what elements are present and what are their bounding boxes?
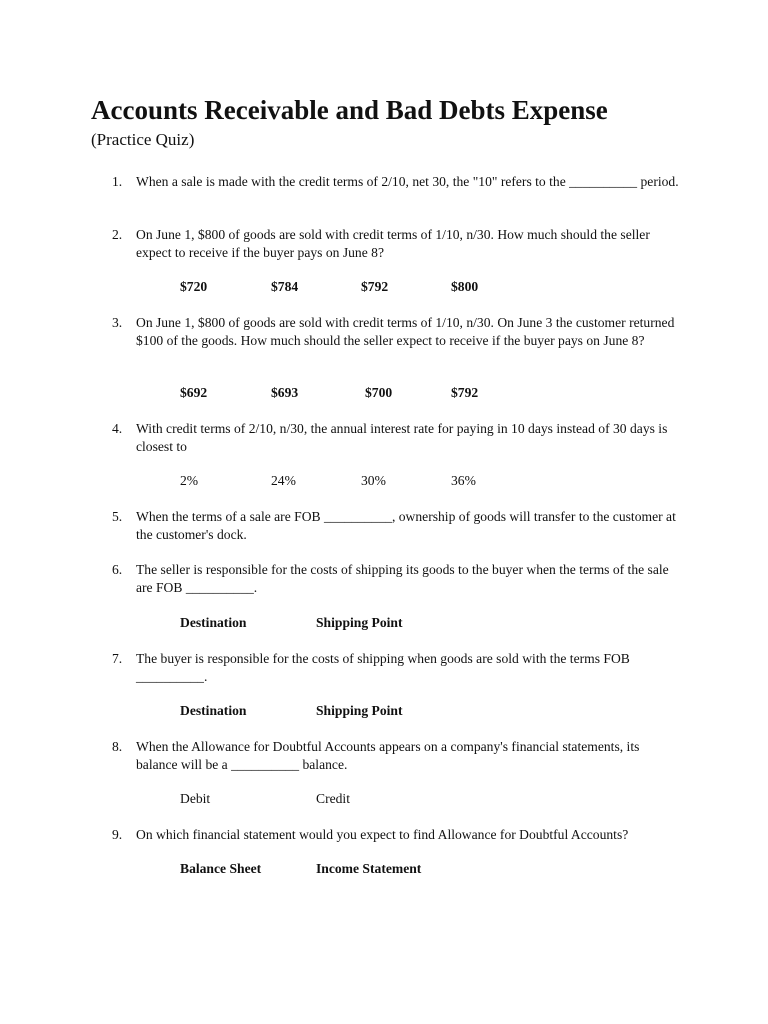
question-number: 1. <box>112 174 123 189</box>
answer-option: Destination <box>180 615 247 630</box>
answer-options-2 <box>0 278 768 298</box>
page-subtitle: (Practice Quiz) <box>91 130 195 149</box>
answer-option: $784 <box>271 279 299 294</box>
question-8 <box>112 738 682 774</box>
answer-options-3 <box>0 384 768 404</box>
answer-option: Income Statement <box>316 861 422 876</box>
answer-option: 36% <box>451 473 476 488</box>
answer-option: $720 <box>180 279 208 294</box>
question-2 <box>112 226 682 262</box>
answer-option: Credit <box>316 791 350 806</box>
answer-options-4 <box>0 472 768 492</box>
question-number: 9. <box>112 827 123 842</box>
answer-option: Balance Sheet <box>180 861 262 876</box>
answer-options-6 <box>0 614 768 634</box>
answer-option: 2% <box>180 473 199 488</box>
answer-options-9 <box>0 860 768 880</box>
question-text: On which financial statement would you expect to find Allowance for Doubtful Accounts? <box>136 827 629 842</box>
question-6 <box>112 561 682 597</box>
question-number: 7. <box>112 651 123 666</box>
question-number: 4. <box>112 421 123 436</box>
question-text: When the terms of a sale are FOB __________, ownership of goods will transfer to the customer at the customer's dock. <box>136 509 676 542</box>
answer-option: 30% <box>361 473 386 488</box>
answer-option: 24% <box>271 473 296 488</box>
page-title: Accounts Receivable and Bad Debts Expense <box>91 95 608 125</box>
question-9 <box>112 826 682 844</box>
question-number: 3. <box>112 315 123 330</box>
question-text: With credit terms of 2/10, n/30, the annual interest rate for paying in 10 days instead of 30 days is closest to <box>136 421 668 454</box>
answer-option: $693 <box>271 385 299 400</box>
answer-option: Debit <box>180 791 211 806</box>
answer-options-8 <box>0 790 768 810</box>
answer-option: Shipping Point <box>316 615 403 630</box>
question-number: 2. <box>112 227 123 242</box>
question-text: The seller is responsible for the costs of shipping its goods to the buyer when the terms of the sale are FOB __________. <box>136 562 669 595</box>
answer-option: $692 <box>180 385 208 400</box>
answer-option: Shipping Point <box>316 703 403 718</box>
question-text: On June 1, $800 of goods are sold with credit terms of 1/10, n/30. How much should the seller expect to receive if the buyer pays on June 8? <box>136 227 650 260</box>
question-text: On June 1, $800 of goods are sold with credit terms of 1/10, n/30. On June 3 the customer returned $100 of the goods. How much should the seller expect to receive if the buyer pays on June 8? <box>136 315 675 348</box>
question-text: The buyer is responsible for the costs of shipping when goods are sold with the terms FOB __________. <box>136 651 630 684</box>
answer-option: $792 <box>451 385 479 400</box>
question-number: 6. <box>112 562 123 577</box>
question-text: When the Allowance for Doubtful Accounts appears on a company's financial statements, its balance will be a __________ balance. <box>136 739 640 772</box>
question-5 <box>112 508 682 544</box>
question-7 <box>112 650 682 686</box>
question-number: 8. <box>112 739 123 754</box>
question-1 <box>112 173 682 191</box>
question-number: 5. <box>112 509 123 524</box>
answer-option: $700 <box>365 385 393 400</box>
answer-option: $792 <box>361 279 389 294</box>
answer-option: Destination <box>180 703 247 718</box>
question-text: When a sale is made with the credit terms of 2/10, net 30, the "10" refers to the __________ period. <box>136 174 679 189</box>
answer-option: $800 <box>451 279 479 294</box>
question-4 <box>112 420 682 456</box>
question-3 <box>112 314 682 350</box>
answer-options-7 <box>0 702 768 722</box>
